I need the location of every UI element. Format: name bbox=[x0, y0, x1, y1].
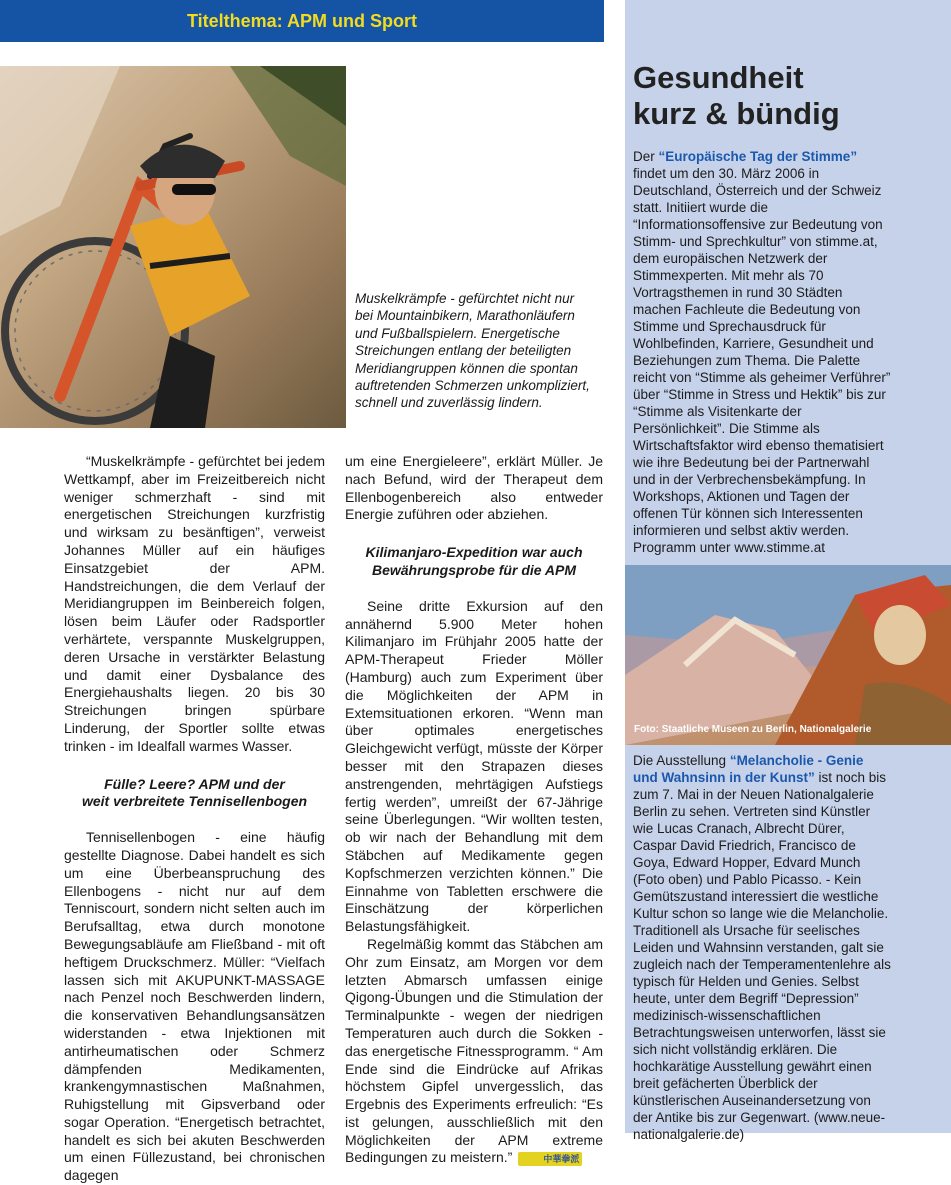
article-subheading bbox=[64, 776, 325, 812]
subheading-line: Bewährungsprobe für die APM bbox=[371, 561, 577, 578]
mountain-biker-photo bbox=[0, 66, 346, 428]
sidebar-title bbox=[633, 60, 933, 132]
section-title: Titelthema: APM und Sport bbox=[186, 11, 417, 31]
highlight-exhibition-name: “Melancholie - Genie und Wahnsinn in der Kunst” bbox=[633, 753, 864, 785]
subheading-line: weit verbreitete Tennisellenbogen bbox=[81, 793, 308, 810]
photo-caption bbox=[355, 290, 595, 412]
sidebar-title-line: kurz & bündig bbox=[633, 96, 840, 131]
sidebar-text: ist noch bis zum 7. Mai in der Neuen Nationalgalerie Berlin zu sehen. Vertreten sind Künstler wie Lucas Cranach, Albrecht Dürer, Caspar David Friedrich, Francisco de Goya, Edward Hopper, Edvard Munch (Foto oben) und Pablo Picasso. - Kein Gemütszustand interessiert die westliche Kultur schon so lange wie die Melancholie. Traditionell als Ursache für seelisches Leiden und Wahnsinn verstanden, galt sie zugleich nach der Temperamentenlehre als typisch für Helden und Genies. Selbst heute, unter dem Begriff “Depression” medizinisch-wissenschaftlichen Betrachtungsweisen unterworfen, lässt sie sich nicht vollständig erklären. Die hochkarätige Ausstellung gewährt einen breit gefächerten Überblick der künstlerischen Auseinandersetzung von der Antike bis zur Gegenwart. (www.neue-nationalgalerie.de) bbox=[633, 770, 891, 1142]
mountain-biker-illustration bbox=[0, 66, 346, 428]
photo-caption-text: Muskelkrämpfe - gefürchtet nicht nur bei Mountainbikern, Marathonläufern und Fußballspielern. Energetische Streichungen entlang der beteiligten Meridiangruppen können die spontan auftretenden Schmerzen unkompliziert, schnell und zuverlässig lindern. bbox=[355, 291, 590, 411]
article-column-1 bbox=[64, 453, 325, 1185]
article-paragraph: “Muskelkrämpfe - gefürchtet bei jedem Wettkampf, aber im Freizeitbereich nicht weniger schmerzhaft - sind mit energetischen Streichungen kurzfristig und wirksam zu besänftigen”, verweist Johannes Müller auf ein häufiges Einsatzgebiet der APM. Handstreichungen, die dem Verlauf der Meridiangruppen im Beinbereich folgen, lösen beim Läufer oder Radsportler verhärtete, verspannte Muskelgruppen, deren Ursache in verstärkter Belastung und damit einer Dysbalance des Energiehaushalts liegen. 20 bis 30 Streichungen bringen spürbare Linderung, der Sportler sollte etwas trinken - im Idealfall warmes Wasser. bbox=[64, 453, 325, 754]
end-stamp-logo: 中華拳派 bbox=[518, 1152, 582, 1166]
article-subheading bbox=[345, 544, 603, 580]
image-credit: Foto: Staatliche Museen zu Berlin, Nationalgalerie bbox=[634, 724, 872, 735]
sidebar-text: Die Ausstellung bbox=[633, 753, 730, 768]
article-paragraph: Tennisellenbogen - eine häufig gestellte Diagnose. Dabei handelt es sich um eine Überbeanspruchung des Ellenbogens - nicht nur auf dem Tenniscourt, sondern nicht selten auch im Berufsalltag, etwa durch monotone Bewegungsabläufe am Fließband - mit oft heftigem Druckschmerz. Müller: “Vielfach lassen sich mit AKUPUNKT-MASSAGE nach Penzel noch Beschwerden lindern, die konservativen Behandlungsansätzen widerstanden - etwa Injektionen mit antirheumatischen oder Schmerz dämpfenden Medikamenten, krankengymnastischen Maßnahmen, Ruhigstellung mit Gipsverband oder sogar Operation. “Energetisch betrachtet, handelt es sich bei akuten Beschwerden um einen Füllezustand, bei chronischen dagegen bbox=[64, 829, 325, 1184]
article-column-2 bbox=[345, 453, 603, 1167]
subheading-line: Kilimanjaro-Expedition war auch bbox=[365, 544, 583, 561]
article-paragraph: Seine dritte Exkursion auf den annähernd 5.900 Meter hohen Kilimanjaro im Frühjahr 2005 hatte der APM-Therapeut Frieder Möller (Hamburg) auch zum Experiment über die Möglichkeiten der APM in Extemsituationen erkoren. “Wenn man über optimales energetisches Gleichgewicht verfügt, müsste der Körper besser mit den Strapazen dieses anstrengenden, mehrtägigen Aufstiegs fertig werden”, umreißt der 67-Jährige seine Überlegungen. “Wir wollten testen, ob wir nach der Behandlung mit dem Stäbchen auf Medikamente gegen Kopfschmerzen verzichten können.” Die Einnahme von Tabletten erschwere die Einschätzung der körperlichen Belastungsfähigkeit. bbox=[345, 597, 603, 935]
sidebar-title-line: Gesundheit bbox=[633, 60, 804, 95]
sidebar-news-voice-day bbox=[633, 148, 891, 556]
sidebar-news-melancholie bbox=[633, 752, 891, 1143]
highlight-event-name: “Europäische Tag der Stimme” bbox=[658, 149, 858, 164]
article-paragraph: Regelmäßig kommt das Stäbchen am Ohr zum Einsatz, am Morgen vor dem letzten Abmarsch umfassen einige Qigong-Übungen und die Stimulation der Terminalpunkte - wegen der niedrigen Temperaturen auch durch die Sokken - das energetische Fitnessprogramm. “ Am Ende sind die Eindrücke auf Afrikas höchstem Gipfel unvergesslich, das Ergebnis des Experiments erfreulich: “Es ist gelungen, ausschließlich mit den Möglichkeiten der APM extreme Bedingungen zu meistern.” bbox=[345, 935, 603, 1166]
sidebar-text: Der bbox=[633, 149, 659, 164]
sidebar-text: findet um den 30. März 2006 in Deutschland, Österreich und der Schweiz statt. Initiiert wurde die “Informationsoffensive zur Bedeutung von Stimm- und Sprechkultur” von stimme.at, dem europäischen Netzwerk der Stimmexperten. Mit mehr als 70 Vortragsthemen in rund 30 Städten machen Fachleute die Bedeutung von Stimme und Sprechausdruck für Wohlbefinden, Karriere, Gesundheit und Beziehungen zum Thema. Die Palette reicht von “Stimme als geheimer Verführer” über “Stimme in Stress und Hektik” bis zur “Stimme als Visitenkarte der Persönlichkeit”. Die Stimme als Wirtschaftsfaktor wird ebenso thematisiert wie ihre Bedeutung bei der Partnerwahl und in der Verbrechensbekämpfung. In Workshops, Aktionen und Tagen der offenen Tür können sich Interessenten informieren und selbst aktiv werden. Programm unter www.stimme.at bbox=[633, 166, 891, 555]
artwork-illustration bbox=[625, 565, 951, 745]
subheading-line: Fülle? Leere? APM und der bbox=[104, 775, 285, 792]
melancholie-artwork-image bbox=[625, 565, 951, 745]
article-paragraph: um eine Energieleere”, erklärt Müller. Je nach Befund, wird der Therapeut dem Ellenbogenbereich also entweder Energie zuführen oder abziehen. bbox=[345, 453, 603, 523]
